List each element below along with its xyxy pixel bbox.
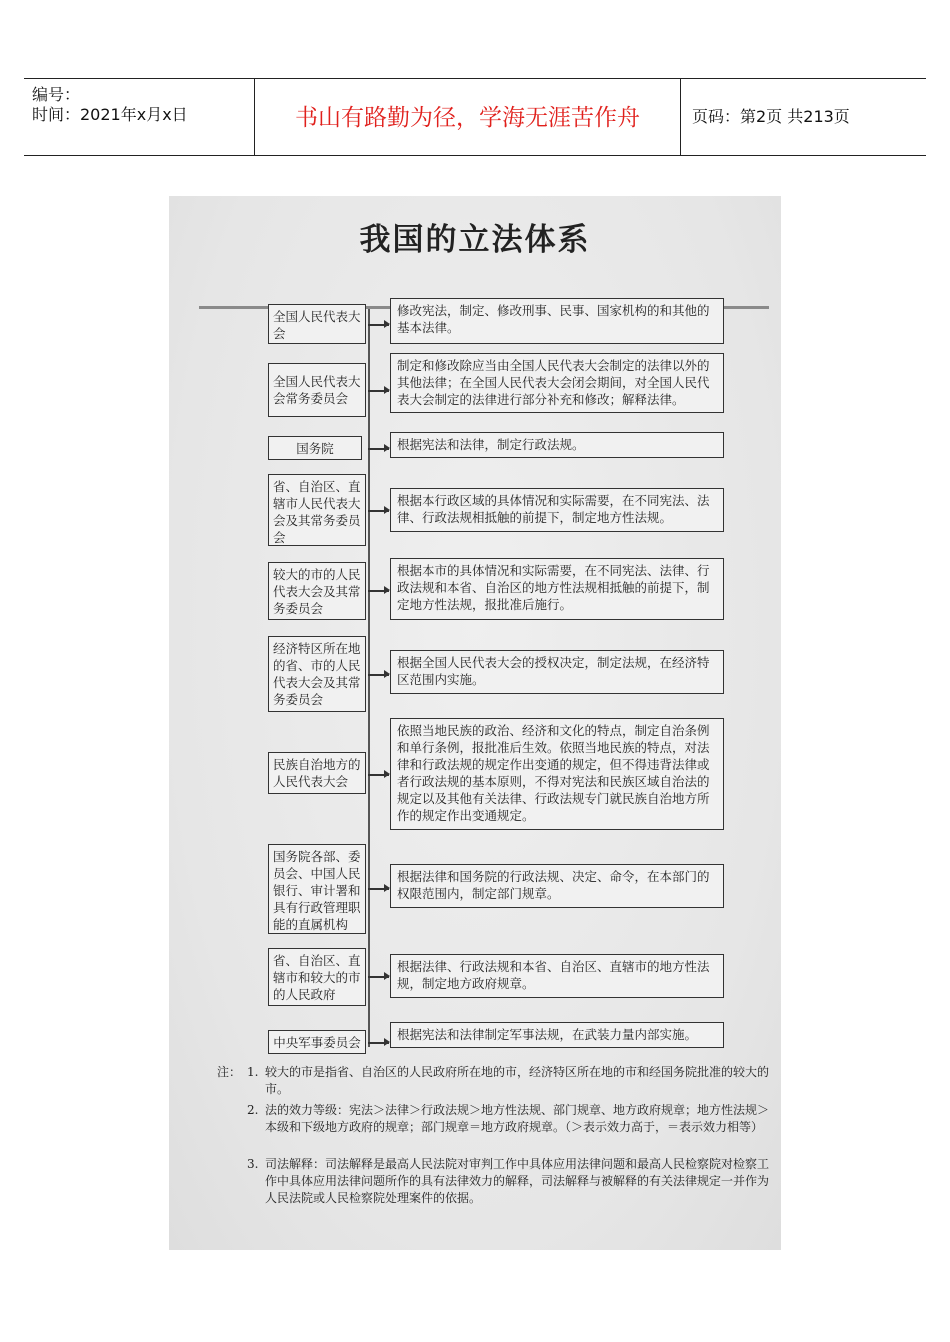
power-box: 依照当地民族的政治、经济和文化的特点，制定自治条例和单行条例，报批准后生效。依照当地民族的特点，对法律和行政法规的规定作出变通的规定，但不得违背法律或者行政法规的基本原则，不得对宪法和民族区域自治法的规定以及其他有关法律、行政法规专门就民族自治地方所作的规定作出变通规定。 <box>390 718 724 830</box>
organ-box: 省、自治区、直辖市和较大的市的人民政府 <box>268 948 366 1006</box>
page-header <box>24 78 926 156</box>
note-number: 1. <box>247 1065 259 1079</box>
tree-spine <box>368 309 370 1047</box>
arrow-connector <box>368 390 389 392</box>
note-item <box>247 1156 777 1207</box>
power-box: 制定和修改除应当由全国人民代表大会制定的法律以外的其他法律；在全国人民代表大会闭会期间，对全国人民代表大会制定的法律进行部分补充和修改；解释法律。 <box>390 353 724 413</box>
page-info: 页码：第2页 共213页 <box>692 107 850 126</box>
organ-box: 国务院 <box>268 436 362 460</box>
arrow-connector <box>368 590 389 592</box>
organ-box: 全国人民代表大会 <box>268 304 366 344</box>
header-page-cell <box>680 79 926 155</box>
power-box: 根据本行政区域的具体情况和实际需要，在不同宪法、法律、行政法规相抵触的前提下，制定地方性法规。 <box>390 488 724 532</box>
power-box: 根据宪法和法律制定军事法规，在武装力量内部实施。 <box>390 1022 724 1048</box>
scanned-document <box>169 196 781 1250</box>
arrow-connector <box>368 324 389 326</box>
time-label: 时间：2021年x月x日 <box>32 105 188 124</box>
note-item <box>247 1102 777 1136</box>
arrow-connector <box>368 674 389 676</box>
power-box: 根据法律和国务院的行政法规、决定、命令，在本部门的权限范围内，制定部门规章。 <box>390 864 724 908</box>
arrow-connector <box>368 448 389 450</box>
power-box: 根据法律、行政法规和本省、自治区、直辖市的地方性法规，制定地方政府规章。 <box>390 954 724 998</box>
header-meta-cell <box>24 79 254 155</box>
notes-label: 注： <box>217 1065 242 1079</box>
power-box: 根据全国人民代表大会的授权决定，制定法规，在经济特区范围内实施。 <box>390 650 724 694</box>
motto-text: 书山有路勤为径，学海无涯苦作舟 <box>295 105 640 131</box>
note-text: 较大的市是指省、自治区的人民政府所在地的市，经济特区所在地的市和经国务院批准的较大的市。 <box>265 1065 770 1096</box>
arrow-connector <box>368 976 389 978</box>
arrow-connector <box>368 1042 389 1044</box>
arrow-connector <box>368 774 389 776</box>
header-motto-cell <box>254 79 681 155</box>
organ-box: 全国人民代表大会常务委员会 <box>268 363 366 417</box>
organ-box: 较大的市的人民代表大会及其常务委员会 <box>268 562 366 620</box>
power-box: 修改宪法，制定、修改刑事、民事、国家机构的和其他的基本法律。 <box>390 298 724 344</box>
note-text: 司法解释：司法解释是最高人民法院对审判工作中具体应用法律问题和最高人民检察院对检察工作中具体应用法律问题所作的具有法律效力的解释，司法解释与被解释的有关法律规定一并作为人民法院或人民检察院处理案件的依据。 <box>265 1157 770 1205</box>
arrow-connector <box>368 888 389 890</box>
arrow-connector <box>368 510 389 512</box>
number-label: 编号： <box>32 85 81 104</box>
note-number: 3. <box>247 1157 259 1171</box>
organ-box: 省、自治区、直辖市人民代表大会及其常务委员会 <box>268 474 366 546</box>
organ-box: 国务院各部、委员会、中国人民银行、审计署和具有行政管理职能的直属机构 <box>268 844 366 934</box>
note-number: 2. <box>247 1103 259 1117</box>
document-title: 我国的立法体系 <box>359 222 591 258</box>
power-box: 根据宪法和法律，制定行政法规。 <box>390 432 724 458</box>
organ-box: 民族自治地方的人民代表大会 <box>268 752 366 794</box>
note-text: 法的效力等级：宪法＞法律＞行政法规＞地方性法规、部门规章、地方政府规章；地方性法规＞本级和下级地方政府的规章；部门规章＝地方政府规章。（＞表示效力高于，＝表示效力相等） <box>265 1103 770 1134</box>
organ-box: 中央军事委员会 <box>268 1030 366 1054</box>
power-box: 根据本市的具体情况和实际需要，在不同宪法、法律、行政法规和本省、自治区的地方性法规相抵触的前提下，制定地方性法规，报批准后施行。 <box>390 558 724 620</box>
note-item <box>247 1064 777 1098</box>
organ-box: 经济特区所在地的省、市的人民代表大会及其常务委员会 <box>268 636 366 712</box>
